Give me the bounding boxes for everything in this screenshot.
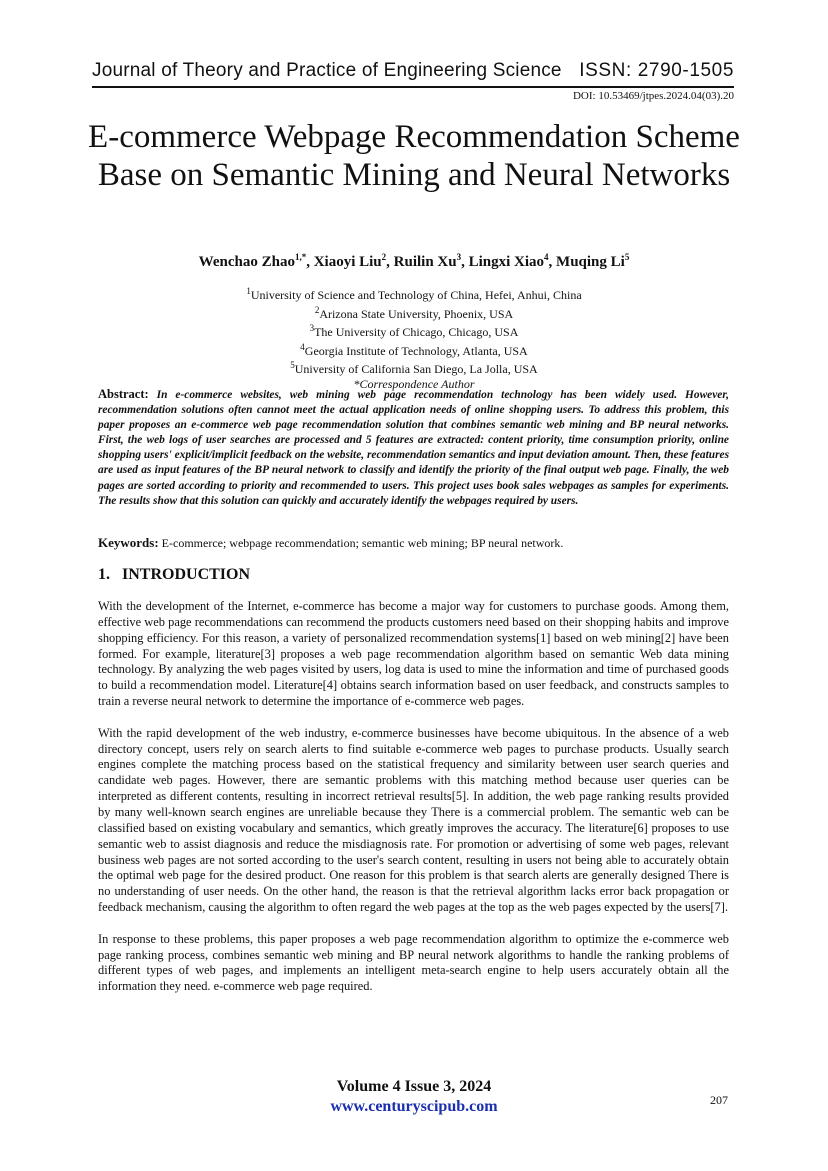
author-name: Wenchao Zhao [198,254,295,270]
section-title: INTRODUCTION [122,566,251,583]
author-affiliation-mark: 3 [456,252,462,262]
body-paragraph: In response to these problems, this paper proposes a web page recommendation algorithm to optimize the e-commerce web page ranking process, combines semantic web mining and BP neural network algorithms to handle the ranking problems of different types of web pages, and implements an intelligent meta-search engine to help users accurately obtain all the information they need. e-commerce web page required. [98,931,729,994]
author-name: Lingxi Xiao [468,254,545,270]
doi: DOI: 10.53469/jtpes.2024.04(03).20 [572,90,734,102]
author-name: Muqing Li [556,254,625,270]
affiliation: $^4$Georgia Institute of Technology, Atlanta, USA [300,341,528,358]
paper-title: E-commerce Webpage Recommendation Scheme Base on Semantic Mining and Neural Networks [88,119,740,193]
abstract-label: Abstract: [98,387,149,401]
section-heading [98,566,250,584]
author-affiliation-mark: 2 [381,252,387,262]
journal-name: Journal of Theory and Practice of Engineering Science [92,60,562,81]
footer-link[interactable]: www.centuryscipub.com [330,1098,498,1115]
page-number: 207 [710,1093,728,1107]
abstract [98,387,729,509]
affiliation: $^5$University of California San Diego, La Jolla, USA [290,360,538,377]
affiliation-list [60,284,768,392]
section-body [98,599,729,1011]
keywords-label: Keywords: [98,535,159,550]
author-affiliation-mark: 1,* [294,252,307,262]
correspondence-note: *Correspondence Author [353,376,475,391]
affiliation: $^1$University of Science and Technology of China, Hefei, Anhui, China [246,286,582,302]
author-affiliation-mark: 5 [624,252,630,262]
affiliation: $^2$Arizona State University, Phoenix, USA [314,304,514,321]
body-paragraph: With the development of the Internet, e-commerce has become a major way for customers to purchase goods. Among them, effective web page recommendations can recommend the products customers need based on their shopping habits and improve shopping efficiency. For this reason, a variety of personalized recommendation systems[1] based on web mining[2] have been formed. For example, literature[3] proposes a web page recommendation algorithm based on semantic Web data mining technology. By analyzing the web pages visited by users, log data is used to mine the information and time of purchased goods to build a recommendation model. Literature[4] obtains search information based on user feedback, and constructs samples to train a reverse neural network to determine the importance of e-commerce web pages. [98,599,729,709]
issn: ISSN: 2790-1505 [579,60,734,81]
keywords-text: E-commerce; webpage recommendation; semantic web mining; BP neural network. [161,536,564,550]
footer-volume: Volume 4 Issue 3, 2024 [336,1078,492,1095]
affiliation: $^3$The University of Chicago, Chicago, USA [309,323,519,340]
abstract-text: In e-commerce websites, web mining web page recommendation technology has been widely used. However, recommendation solutions often cannot meet the actual application needs of online shopping users. To address this problem, this paper proposes an e-commerce web page recommendation solution that combines semantic web mining and BP neural networks. First, the web logs of user searches are processed and 5 features are extracted: content priority, time consumption priority, online shopping users' explicit/implicit feedback on the website, recommendation semantics and input deviation amount. Then, these features are used as input features of the BP neural network to classify and identify the priority of the final output web page. Finally, the web pages are sorted according to priority and recommended to users. This project uses book sales webpages as samples for experiments. The results show that this solution can quickly and accurately identify the webpages required by users. [98,389,729,507]
header-rule [92,86,734,88]
body-paragraph: With the rapid development of the web industry, e-commerce businesses have become ubiquitous. In the absence of a web directory concept, users rely on search alerts to find suitable e-commerce web pages to purchase products. Usually search engines complete the matching process based on the statistical frequency and similarity between user search queries and candidate web pages. However, there are semantic problems with this matching method because user queries can be interpreted as different contents, resulting in incorrect retrieval results[5]. In addition, the web page ranking results provided by many well-known search engines are unreliable because they There is a commercial problem. The semantic web can be classified based on existing vocabulary and semantics, which greatly improves the accuracy. The literature[6] proposes to use semantic web to assist diagnosis and reduce the misdiagnosis rate. For promotion or advertising of some web pages, relevant business web pages are not sorted according to the user's search content, resulting in users not being able to accurately obtain the optimal web page for the desired product. One reason for this problem is that search alerts are generally designed There is no understanding of user needs. On the other hand, the reason is that the retrieval algorithm lacks error back propagation or feedback mechanism, causing the algorithm to often regard the web pages at the top as the web pages expected by the users[7]. [98,725,729,915]
author-list: Wenchao Zhao$^{1,*}$, Xiaoyi Liu$^2$, Ruilin Xu$^3$, Lingxi Xiao$^4$, Muqing Li$^5$ [198,252,630,270]
author-name: Ruilin Xu [393,254,457,270]
author-name: Xiaoyi Liu [313,254,382,270]
author-affiliation-mark: 4 [544,252,549,262]
section-number: 1. [98,566,110,583]
keywords [98,535,729,551]
